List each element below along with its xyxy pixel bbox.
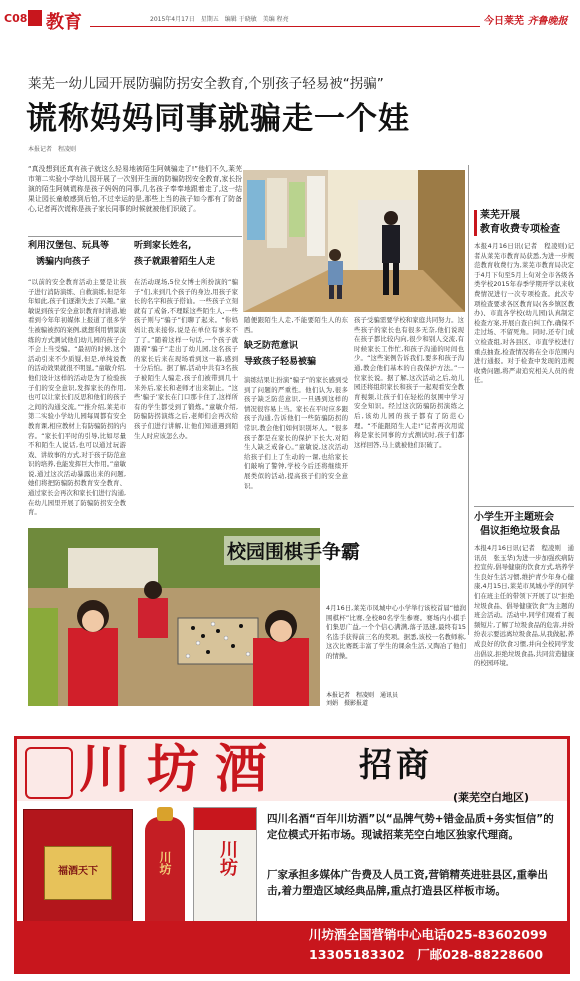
ad-hotline-2 bbox=[309, 945, 543, 963]
go-credit-2: 刘娟 摄影报道 bbox=[326, 700, 369, 707]
col2-text: 在活动现场,5位女博士所扮演的“骗子”们,来到几个孩子的身边,用孩子家长的名字和孩子搭讪。一些孩子立刻就有了戒备,不理睬这些陌生人,一些孩子则与“骗子”们聊了起来。“你妈妈让我来接你,说是在单位有事来不了了。”随着这样一句话,一个孩子就跟着“骗子”走出了幼儿园,这名孩子的家长后来在现场看到这一幕,感到十分后怕。据了解,活动中共有3名孩子被陌生人骗走,孩子们被带到几十米外后,家长和老师才出来制止。“这些‘骗子’家长在门口那卡住了,这样所有的学生都受到了锻炼。”童敏介绍,防骗防拐演练之后,老师们会再次给孩子们进行讲解,让他们知道遇到陌生人时应该怎么办。 bbox=[134, 278, 238, 440]
ad-bottle-cap bbox=[157, 807, 173, 821]
col1-subhead-2: 诱骗内向孩子 bbox=[36, 257, 91, 267]
kindergarten-photo bbox=[243, 170, 465, 312]
lead-paragraph: “真没想到还真有孩子就这么轻易地被陌生阿姨骗走了!”他们不久,莱芜市第二实验小学幼儿园开展了一次别开生面的防骗防拐安全教育,家长扮演的陌生阿姨谎称是孩子妈妈的同事,几名孩子奉奉地跟着走了,这一结果让园长童敏感到后怕,不过幸运的是,那些上当的孩子如今都有了防备心,记者再次谎称是孩子家长同事的时候就被他们识破了。 bbox=[28, 165, 242, 213]
ad-fax-label: 厂邮 bbox=[417, 947, 443, 962]
col1-subhead-1: 利用汉堡包、玩具等 bbox=[28, 241, 110, 251]
right-story2-head-2: 倡议拒绝垃圾食品 bbox=[480, 526, 560, 537]
col3-subhead-2: 导致孩子轻易被骗 bbox=[244, 357, 317, 367]
ad-area: (莱芜空白地区) bbox=[453, 791, 530, 804]
col1-text: “以前的安全教育活动主要是让孩子进行消防演练、自救演练,但是年年如此,孩子们逐渐失去了兴趣。”童敏说到孩子安全意识教育时讲道,她看到今年年初媒体上报道了很多学生被骗被拐的案例,就想利用情景演练的方式测试他们幼儿园的孩子会不会上当受骗。“最初的时候,这个活动引来不少质疑,但是,单纯说教的活动效果就很不明显。”童敏介绍,他们设计这样的活动是为了检验孩子们的安全意识,发挥家长的作用,也可以让家长们反思和他们的孩子之间的沟通交流。”“推介绍,莱芜市第二实验小学幼儿园每周都有安全教育课,相应教材上有防骗防拐的内容。“家长们平时的引导,比如尽量不和陌生人说话,也可以通过玩游戏、讲故事的方式,对于孩子防范意识的培养,也能发挥巨大作用。”童敏说,通过这次活动暴露出来的问题,她们将把防骗防拐教育安全教育、通过家长会再次和家长们进行沟通,在幼儿园里开展了防骗防拐安全教育。 bbox=[28, 278, 127, 517]
col2-subhead-2: 孩子就跟着陌生人走 bbox=[134, 257, 216, 267]
ad-tall-box-stripe bbox=[194, 808, 256, 830]
page-number: C08 bbox=[4, 12, 28, 25]
kicker: 莱芜一幼儿园开展防骗防拐安全教育,个别孩子轻易被“拐骗” bbox=[28, 76, 384, 92]
byline: 本报记者 程凌则 bbox=[28, 146, 77, 153]
header-rule bbox=[90, 26, 480, 27]
right-story1-text: 本报4月16日讯(记者 程凌则)记者从莱芜市教育局获悉,为进一步规范教育收费行为,莱芜市教育局决定于4月下旬至5月上旬对全市各级各类学校2015年春季学期开学以来收费情况进行一次专项检查。此次专项检查要求各区教育局(各乡镇区教办)、市直各学校(幼儿园)认真制定检查方案,开展自查自纠工作,确保不走过场、不留死角。同时,还专门成立检查组,对各县区、市直学校进行重点抽查,检查情况将在全市范围内进行通报。对于检查中发现的违规收费问题,将严肃追究相关人员的责任。 bbox=[474, 242, 574, 385]
ad-phone-1: 025-83602099 bbox=[446, 927, 548, 942]
go-headline: 校园围棋手争霸 bbox=[224, 536, 363, 565]
ad-frame bbox=[14, 736, 570, 974]
ad-bottle-label: 川坊 bbox=[158, 851, 172, 875]
ad-tall-box-label: 川坊 bbox=[217, 840, 238, 876]
col3-subhead-1: 缺乏防范意识 bbox=[244, 341, 299, 351]
page-header bbox=[0, 0, 580, 34]
col2-subhead-1: 听到家长姓名, bbox=[134, 241, 192, 251]
paper-logo: 今日莱芜 齐鲁晚报 bbox=[484, 16, 568, 27]
col3-text: 演练结果让扮演“骗子”的家长感到受到了问题的严重性。他们认为,很多孩子缺乏防范意识,一旦遇到这样的情况很容易上当。家长在平时应多跟孩子沟通,告诉他们一些防骗防拐的常识,教会他们如何识别坏人。“很多孩子都是在家长的保护下长大,对陌生人缺乏戒备心。”童敏说,这次活动给孩子们上了生动的一课,也给家长们敲响了警钟,学校今后还将继续开展类似的活动,提高孩子们的安全意识。 bbox=[244, 376, 348, 490]
right-story1-head-1: 莱芜开展 bbox=[480, 210, 520, 221]
ad-phone-2: 028-88228600 bbox=[442, 947, 544, 962]
right-col-rule bbox=[474, 506, 574, 507]
ad-gift-box-text: 福酒天下 bbox=[58, 866, 98, 877]
headline: 谎称妈妈同事就骗走一个娃 bbox=[26, 101, 410, 137]
go-credit-1: 本报记者 程凌则 通讯员 bbox=[326, 692, 399, 699]
col4-text: 孩子受骗需要学校和家庭共同努力。这些孩子的家长也有很多无奈,他们说现在孩子都比较内向,很少和别人交流,有时候家长工作忙,和孩子沟通的时间也少。“这些案例告诉我们,要多和孩子沟通,教会他们基本的自我保护方法。”一位家长说。据了解,这次活动之后,幼儿园还将组织家长和孩子一起观看安全教育视频,让孩子们在轻松的氛围中学习安全知识。经过这次防骗防拐演练之后,该幼儿园的孩子都有了防范心理。“不能跟陌生人走!”记者再次用谎称是家长同事的方式测试时,孩子们都这样回答,马上就被他们识破了。 bbox=[354, 316, 464, 449]
right-story2-text: 本报4月16日讯(记者 程凌则 通讯员 张玉华)为进一步加强疾病防控宣传,倡导健康的饮食方式,培养学生良好生活习惯,维护青少年身心健康,4月15日,莱芜市凤城小学的同学们在班主任的带领下开展了以“拒绝垃圾食品、倡导健康饮食”为主题的班会活动。活动中,同学们观看了视频短片,了解了垃圾食品的危害,并纷纷表示要远离垃圾食品,从我做起,养成良好的饮食习惯,并向全校同学发出倡议,拒绝垃圾食品,共同营造健康的校园环境。 bbox=[474, 544, 574, 668]
ad-hotline-label: 川坊酒全国营销中心电话 bbox=[309, 927, 447, 942]
col1-rule bbox=[28, 236, 242, 237]
ad-bottle bbox=[145, 817, 185, 933]
column-divider bbox=[468, 165, 469, 635]
go-text: 4月16日,莱芜市凤城中心小学举行该校首届“德润围棋杯”比赛,全校80名学生参赛。赛场内小棋手们集思广益,一个个信心满满,落子迅速,最终有15名选手获得前三名的奖项。据悉,该校一名教师称,这次比赛既丰富了学生的课余生活,又陶冶了他们的情操。 bbox=[326, 604, 466, 660]
ad-mobile: 13305183302 bbox=[309, 947, 405, 962]
right-story2-head-1: 小学生开主题班会 bbox=[474, 512, 554, 523]
ad-line-2: 厂家承担多媒体广告费及人员工资,营销精英进驻县区,重拳出击,着力塑造区域经典品牌,重点打造县区样板市场。 bbox=[267, 869, 548, 897]
ad-seal bbox=[25, 747, 73, 799]
section-flag bbox=[28, 10, 42, 26]
right-col-flag bbox=[474, 210, 477, 236]
ad-brand: 川坊酒 bbox=[79, 739, 284, 800]
ad-recruit: 招商 bbox=[359, 745, 433, 784]
right-story1-head-2: 教育收费专项检查 bbox=[480, 224, 560, 235]
section-title: 教育 bbox=[46, 12, 82, 33]
ad-hotline bbox=[309, 925, 547, 943]
date-line: 2015年4月17日 星期五 编辑 于晓敏 美编 程亮 bbox=[150, 16, 289, 23]
kindergarten-photo-drawing bbox=[243, 170, 465, 312]
ad-line-1: 四川名酒“百年川坊酒”以“品牌气势+错金品质+务实恒信”的定位模式开拓市场。现诚招莱芜空白地区独家代理商。 bbox=[267, 813, 554, 841]
col3-intro: 随便跟陌生人走,不能要陌生人的东西。 bbox=[244, 316, 348, 334]
